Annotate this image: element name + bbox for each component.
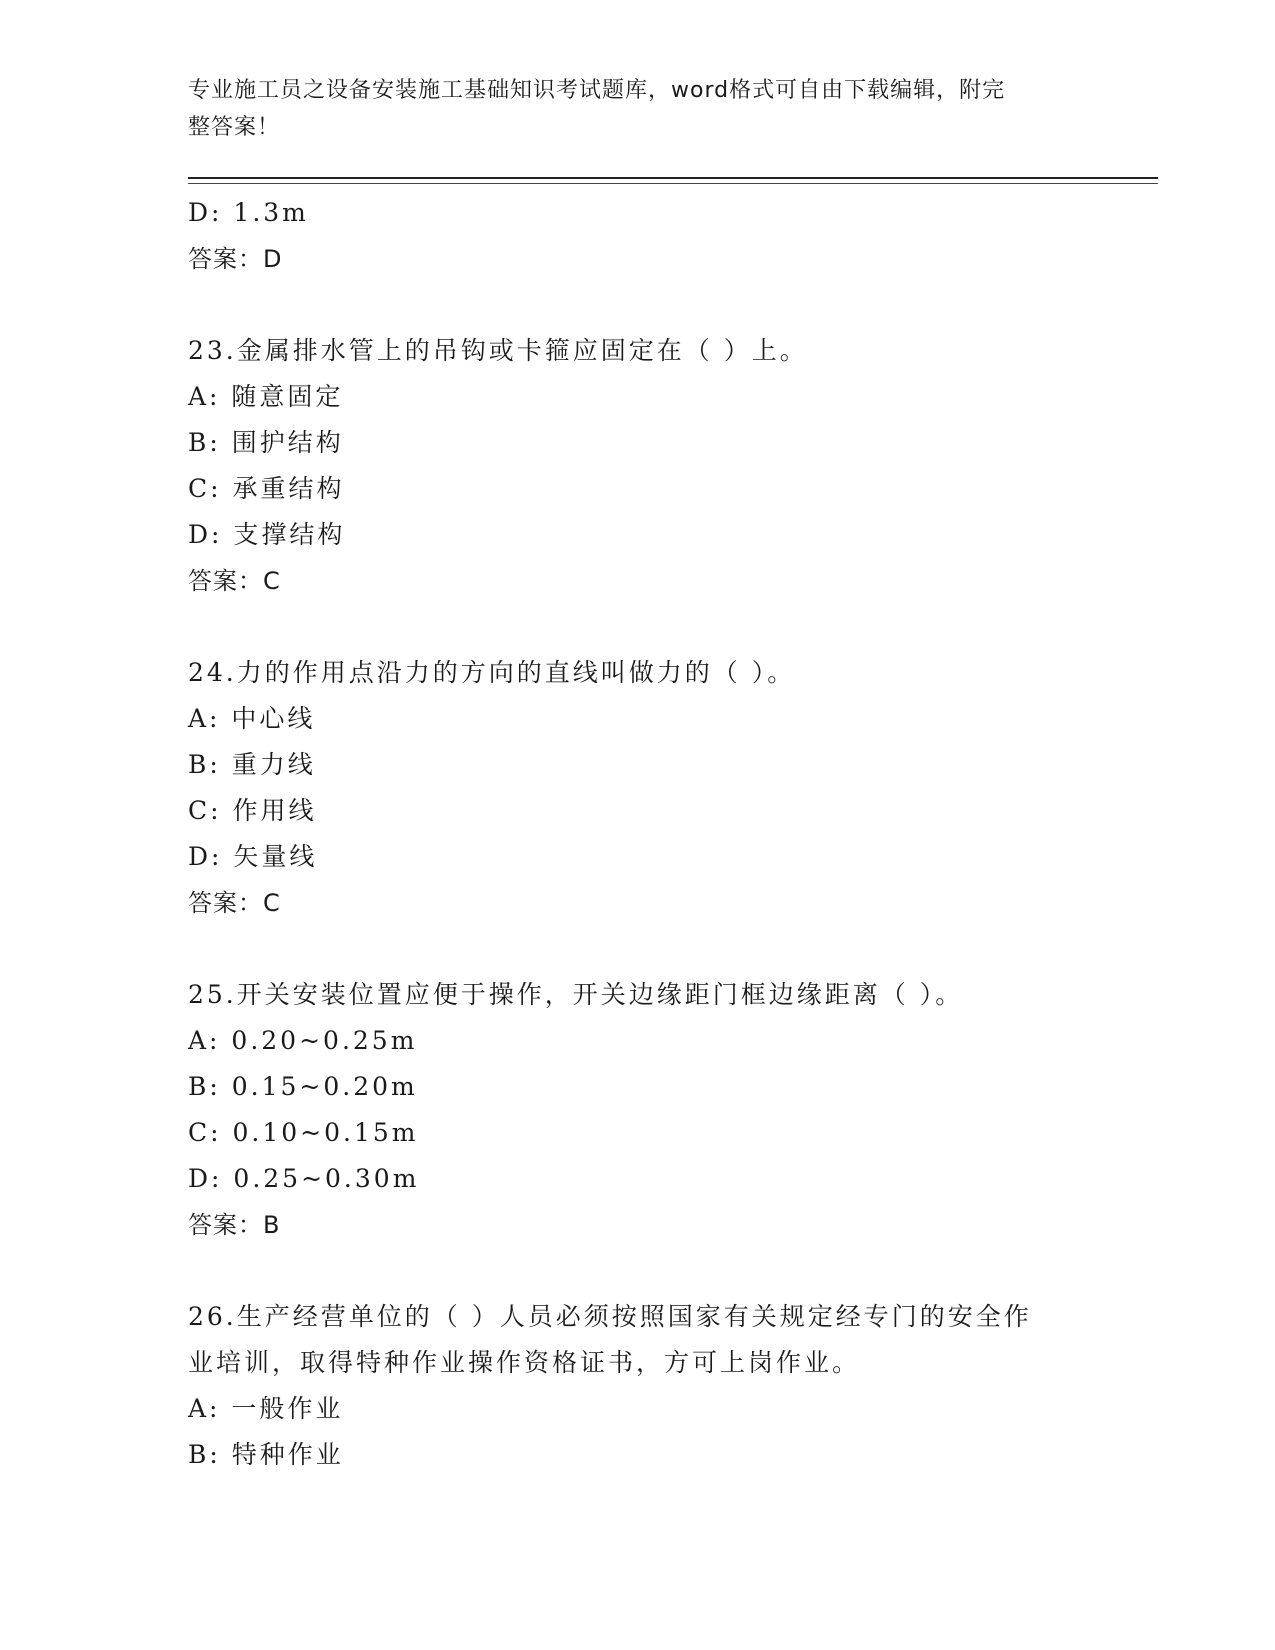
option-c: C: 0.10~0.15m (188, 1118, 419, 1147)
option-d: D: 1.3m (188, 198, 309, 227)
option-a: A: 0.20~0.25m (188, 1026, 418, 1055)
spacer (188, 926, 1088, 972)
option-b: B: 重力线 (188, 750, 316, 779)
question-25 (188, 972, 1088, 1248)
answer: 答案：D (188, 245, 283, 273)
question-list (188, 190, 1088, 1478)
option-d: D: 支撑结构 (188, 520, 346, 549)
question-text: 24.力的作用点沿力的方向的直线叫做力的（ ）。 (188, 658, 796, 687)
header-line-1: 专业施工员之设备安装施工基础知识考试题库，word格式可自由下载编辑，附完 (188, 78, 1006, 103)
answer: 答案：C (188, 567, 281, 595)
question-22 (188, 190, 1088, 282)
option-a: A: 中心线 (188, 704, 316, 733)
document-header (188, 72, 1068, 146)
question-24 (188, 650, 1088, 926)
spacer (188, 282, 1088, 328)
option-a: A: 随意固定 (188, 382, 344, 411)
header-divider-thick (188, 177, 1158, 179)
option-c: C: 承重结构 (188, 474, 345, 503)
header-line-2: 整答案！ (188, 115, 281, 140)
question-text: 25.开关安装位置应便于操作，开关边缘距门框边缘距离（ ）。 (188, 980, 964, 1009)
question-23 (188, 328, 1088, 604)
question-text: 23.金属排水管上的吊钩或卡箍应固定在（ ）上。 (188, 336, 808, 365)
question-26 (188, 1294, 1088, 1478)
answer: 答案：B (188, 1211, 281, 1239)
option-d: D: 0.25~0.30m (188, 1164, 420, 1193)
option-d: D: 矢量线 (188, 842, 318, 871)
answer: 答案：C (188, 889, 281, 917)
header-divider-thin (188, 183, 1158, 184)
question-text-line-1: 26.生产经营单位的（ ）人员必须按照国家有关规定经专门的安全作 (188, 1302, 1032, 1331)
question-text-line-2: 业培训，取得特种作业操作资格证书，方可上岗作业。 (188, 1348, 861, 1377)
option-b: B: 特种作业 (188, 1440, 344, 1469)
option-c: C: 作用线 (188, 796, 317, 825)
spacer (188, 604, 1088, 650)
spacer (188, 1248, 1088, 1294)
option-b: B: 0.15~0.20m (188, 1072, 418, 1101)
option-a: A: 一般作业 (188, 1394, 344, 1423)
option-b: B: 围护结构 (188, 428, 344, 457)
